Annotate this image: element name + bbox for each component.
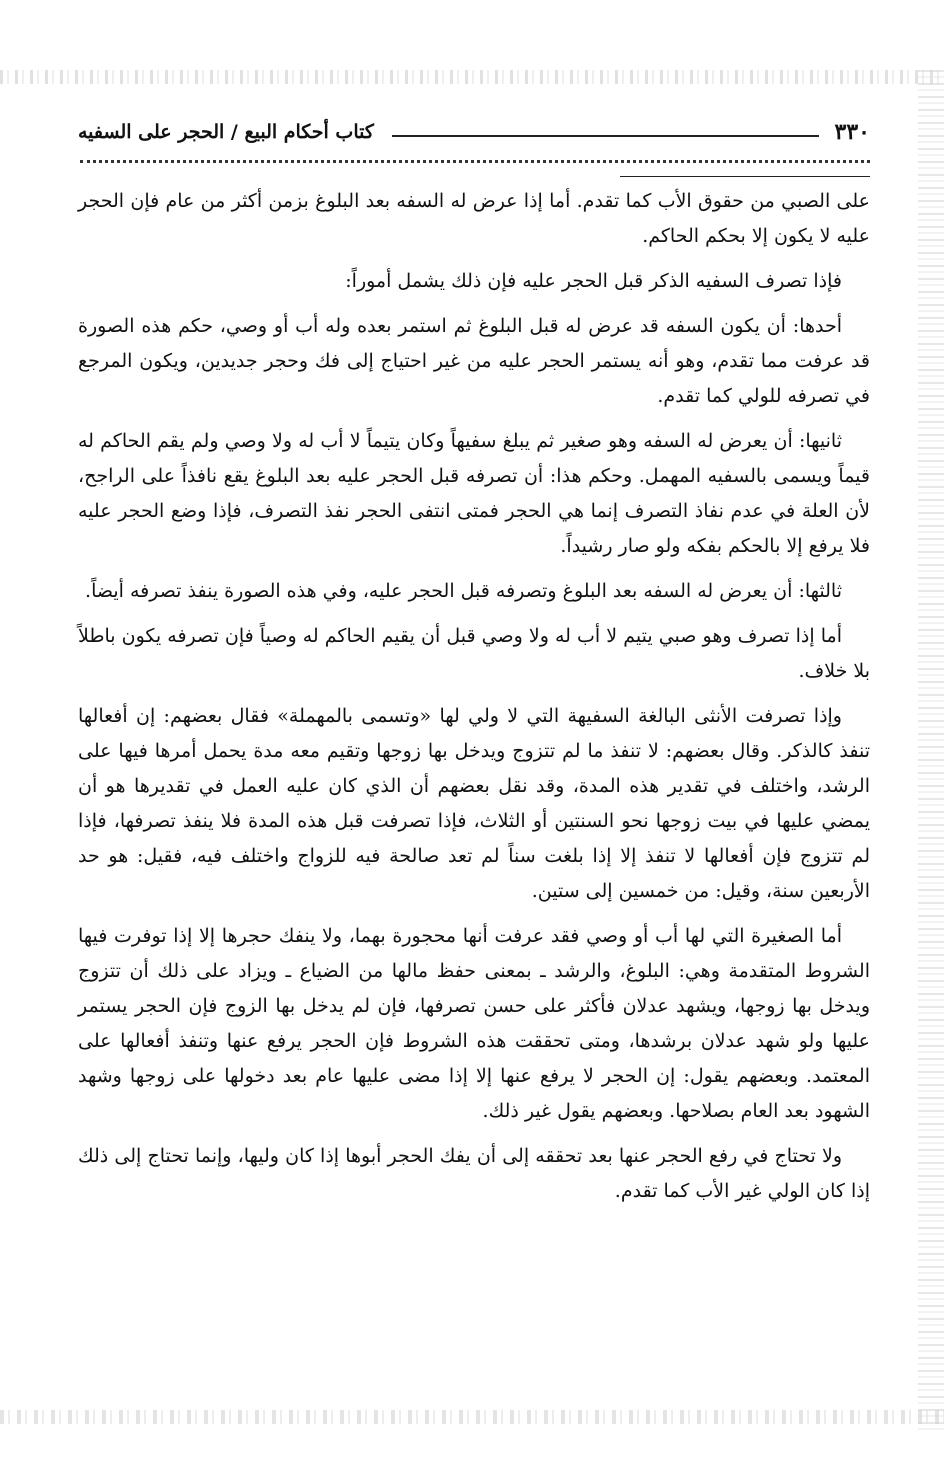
paragraph-6: أما إذا تصرف وهو صبي يتيم لا أب له ولا وصي قبل أن يقيم الحاكم له وصياً فإن تصرفه يكون باطلاً بلا خلاف.	[78, 625, 870, 682]
header-dotted-line	[80, 150, 870, 163]
scan-edge-bottom	[0, 1410, 944, 1424]
page-header	[78, 112, 870, 152]
section-rule	[620, 176, 870, 177]
paragraph-7: وإذا تصرفت الأنثى البالغة السفيهة التي لا ولي لها «وتسمى بالمهملة» فقال بعضهم: إن أفعالها تنفذ كالذكر. وقال بعضهم: لا تنفذ ما لم تتزوج ويدخل بها زوجها وتقيم معه مدة يحمل أمرها فيها على الرشد، واختلف في تقدير هذه المدة، وقد نقل بعضهم أن الذي كان عليه العمل في تقديرها هو أن يمضي عليها في بيت زوجها نحو السنتين أو الثلاث، فإذا تصرفت قبل هذه المدة فلا ينفذ تصرفها، فإذا لم تتزوج فإن أفعالها لا تنفذ إلا إذا بلغت سناً لم تعد صالحة فيه للزواج واختلف فيه، فقيل: هو حد الأربعين سنة، وقيل: من خمسين إلى ستين.	[78, 705, 870, 902]
scan-edge-right	[918, 70, 944, 1430]
scan-edge-top	[0, 70, 944, 84]
paragraph-2: فإذا تصرف السفيه الذكر قبل الحجر عليه فإن ذلك يشمل أموراً:	[345, 270, 842, 292]
page-body	[78, 184, 870, 1219]
paragraph-1: على الصبي من حقوق الأب كما تقدم. أما إذا عرض له السفه بعد البلوغ بزمن أكثر من عام فإن الحجر عليه لا يكون إلا بحكم الحاكم.	[78, 190, 870, 247]
paragraph-5: ثالثها: أن يعرض له السفه بعد البلوغ وتصرفه قبل الحجر عليه، وفي هذه الصورة ينفذ تصرفه أيضاً.	[85, 580, 842, 602]
paragraph-4: ثانيها: أن يعرض له السفه وهو صغير ثم يبلغ سفيهاً وكان يتيماً لا أب له ولا وصي ولم يقم الحاكم له قيماً ويسمى بالسفيه المهمل. وحكم هذا: أن تصرفه قبل الحجر عليه بعد البلوغ يقع نافذاً على الراجح، لأن العلة في عدم نفاذ التصرف إنما هي الحجر فمتى انتفى الحجر نفذ التصرف، فإذا وضع الحجر عليه فلا يرفع إلا بالحكم بفكه ولو صار رشيداً.	[78, 430, 870, 557]
paragraph-9: ولا تحتاج في رفع الحجر عنها بعد تحققه إلى أن يفك الحجر أبوها إذا كان وليها، وإنما تحتاج إلى ذلك إذا كان الولي غير الأب كما تقدم.	[78, 1145, 870, 1202]
page-number: ٣٣٠	[834, 119, 870, 145]
paragraph-8: أما الصغيرة التي لها أب أو وصي فقد عرفت أنها محجورة بهما، ولا ينفك حجرها إلا إذا توفرت فيها الشروط المتقدمة وهي: البلوغ، والرشد ـ بمعنى حفظ مالها من الضياع ـ ويزاد على ذلك أن تتزوج ويدخل بها زوجها، ويشهد عدلان فأكثر على حسن تصرفها، فإن لم يدخل بها الزوج فإن الحجر يستمر عليها ولو شهد عدلان برشدها، ومتى تحققت هذه الشروط فإن الحجر يرفع عنها وتنفذ أفعالها على المعتمد. وبعضهم يقول: إن الحجر لا يرفع عنها إلا إذا مضى عليها عام بعد دخولها على زوجها وشهد الشهود بعد العام بصلاحها. وبعضهم يقول غير ذلك.	[78, 925, 870, 1122]
running-title: كتاب أحكام البيع / الحجر على السفيه	[78, 121, 374, 143]
header-rule	[392, 135, 819, 137]
paragraph-3: أحدها: أن يكون السفه قد عرض له قبل البلوغ ثم استمر بعده وله أب أو وصي، حكم هذه الصورة قد عرفت مما تقدم، وهو أنه يستمر الحجر عليه من غير احتياج إلى فك وحجر جديدين، ويكون المرجع في تصرفه للولي كما تقدم.	[78, 315, 870, 407]
